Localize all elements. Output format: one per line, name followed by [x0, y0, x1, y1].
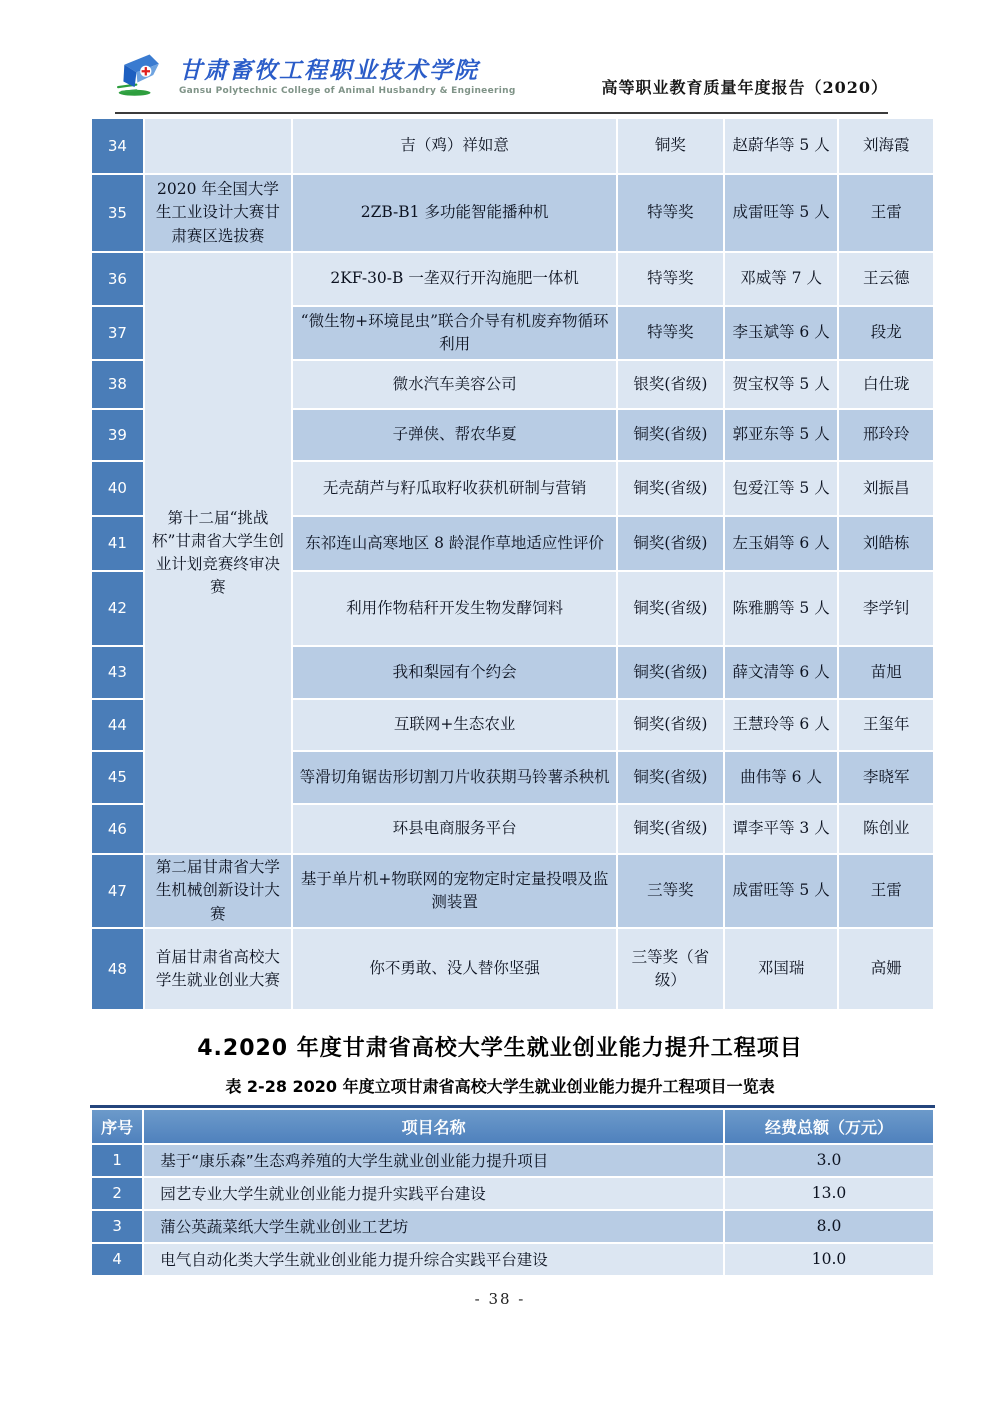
page-header: [0, 0, 1000, 114]
teacher-cell: 刘皓栋: [839, 517, 933, 570]
serial-cell: 40: [92, 462, 143, 515]
project-cell: 东祁连山高寒地区 8 龄混作草地适应性评价: [293, 517, 616, 570]
header-rule: [115, 112, 888, 114]
serial-cell: 39: [92, 410, 143, 460]
budget-cell: 13.0: [725, 1178, 933, 1209]
college-name-en: Gansu Polytechnic College of Animal Husbandry & Engineering: [179, 86, 516, 97]
students-cell: 邓国瑞: [725, 929, 838, 1009]
teacher-cell: 白仕珑: [839, 361, 933, 408]
teacher-cell: 邢玲玲: [839, 410, 933, 460]
project-cell: “微生物+环境昆虫”联合介导有机废弃物循环利用: [293, 307, 616, 359]
serial-cell: 38: [92, 361, 143, 408]
competition-cell: 2020 年全国大学生工业设计大赛甘肃赛区选拔赛: [145, 175, 291, 251]
project-cell: 互联网+生态农业: [293, 700, 616, 750]
budget-cell: 3.0: [725, 1145, 933, 1176]
table-caption: 表 2-28 2020 年度立项甘肃省高校大学生就业创业能力提升工程项目一览表: [225, 1076, 775, 1096]
competition-cell: 首届甘肃省高校大学生就业创业大赛: [145, 929, 291, 1009]
report-title: 高等职业教育质量年度报告（2020）: [601, 78, 888, 97]
award-cell: 特等奖: [618, 175, 723, 251]
serial-cell: 1: [92, 1145, 142, 1176]
project-cell: 无壳葫芦与籽瓜取籽收获机研制与营销: [293, 462, 616, 515]
serial-cell: 43: [92, 647, 143, 698]
award-cell: 银奖(省级): [618, 361, 723, 408]
teacher-cell: 王雷: [839, 175, 933, 251]
header-project-name: 项目名称: [144, 1110, 723, 1143]
serial-cell: 3: [92, 1211, 142, 1242]
college-name-cn: 甘肃畜牧工程职业技术学院: [179, 56, 479, 84]
students-cell: 曲伟等 6 人: [725, 752, 838, 803]
award-cell: 特等奖: [618, 253, 723, 305]
page-number: - 38 -: [474, 1290, 526, 1308]
competition-cell: 第十二届“挑战杯”甘肃省大学生创业计划竞赛终审决赛: [145, 253, 291, 853]
award-cell: 铜奖(省级): [618, 700, 723, 750]
project-cell: 吉（鸡）祥如意: [293, 119, 616, 173]
serial-cell: 4: [92, 1244, 142, 1275]
award-cell: 铜奖(省级): [618, 462, 723, 515]
award-cell: 铜奖: [618, 119, 723, 173]
students-cell: 包爱江等 5 人: [725, 462, 838, 515]
students-cell: 李玉斌等 6 人: [725, 307, 838, 359]
serial-cell: 44: [92, 700, 143, 750]
project-cell: 利用作物秸秆开发生物发酵饲料: [293, 572, 616, 645]
teacher-cell: 王雷: [839, 855, 933, 927]
table-row: [92, 119, 933, 173]
award-cell: 铜奖(省级): [618, 752, 723, 803]
teacher-cell: 刘海霞: [839, 119, 933, 173]
teacher-cell: 段龙: [839, 307, 933, 359]
project-name-cell: 电气自动化类大学生就业创业能力提升综合实践平台建设: [144, 1244, 723, 1275]
college-logo: [115, 50, 516, 104]
serial-cell: 35: [92, 175, 143, 251]
table-row: [92, 1178, 933, 1209]
serial-cell: 34: [92, 119, 143, 173]
college-emblem-icon: [115, 50, 171, 104]
competition-cell: [145, 119, 291, 173]
project-cell: 2ZB-B1 多功能智能播种机: [293, 175, 616, 251]
award-cell: 铜奖(省级): [618, 410, 723, 460]
teacher-cell: 王玺年: [839, 700, 933, 750]
table-header-row: [92, 1110, 933, 1143]
project-cell: 2KF-30-B 一垄双行开沟施肥一体机: [293, 253, 616, 305]
students-cell: 贺宝权等 5 人: [725, 361, 838, 408]
students-cell: 邓威等 7 人: [725, 253, 838, 305]
award-cell: 三等奖（省级）: [618, 929, 723, 1009]
award-cell: 铜奖(省级): [618, 517, 723, 570]
project-name-cell: 蒲公英蔬菜纸大学生就业创业工艺坊: [144, 1211, 723, 1242]
project-name-cell: 园艺专业大学生就业创业能力提升实践平台建设: [144, 1178, 723, 1209]
award-cell: 铜奖(省级): [618, 805, 723, 853]
header-budget: 经费总额（万元）: [725, 1110, 933, 1143]
students-cell: 成雷旺等 5 人: [725, 175, 838, 251]
award-cell: 铜奖(省级): [618, 647, 723, 698]
award-cell: 铜奖(省级): [618, 572, 723, 645]
table-row: [92, 1211, 933, 1242]
project-name-cell: 基于“康乐森”生态鸡养殖的大学生就业创业能力提升项目: [144, 1145, 723, 1176]
table-row: [92, 253, 933, 305]
project-cell: 子弹侠、帮农华夏: [293, 410, 616, 460]
serial-cell: 45: [92, 752, 143, 803]
project-cell: 你不勇敢、没人替你坚强: [293, 929, 616, 1009]
header-serial: 序号: [92, 1110, 142, 1143]
students-cell: 薛文清等 6 人: [725, 647, 838, 698]
table-row: [92, 1145, 933, 1176]
students-cell: 郭亚东等 5 人: [725, 410, 838, 460]
award-cell: 三等奖: [618, 855, 723, 927]
table-row: [92, 1244, 933, 1275]
award-cell: 特等奖: [618, 307, 723, 359]
serial-cell: 2: [92, 1178, 142, 1209]
projects-table: [90, 1108, 935, 1277]
table-row: [92, 175, 933, 251]
students-cell: 左玉娟等 6 人: [725, 517, 838, 570]
serial-cell: 47: [92, 855, 143, 927]
students-cell: 赵蔚华等 5 人: [725, 119, 838, 173]
students-cell: 王慧玲等 6 人: [725, 700, 838, 750]
awards-table: [90, 117, 935, 1011]
students-cell: 谭李平等 3 人: [725, 805, 838, 853]
projects-table-wrap: [90, 1105, 935, 1277]
teacher-cell: 李学钊: [839, 572, 933, 645]
budget-cell: 8.0: [725, 1211, 933, 1242]
table-row: [92, 929, 933, 1009]
teacher-cell: 李晓军: [839, 752, 933, 803]
serial-cell: 37: [92, 307, 143, 359]
students-cell: 成雷旺等 5 人: [725, 855, 838, 927]
project-cell: 微水汽车美容公司: [293, 361, 616, 408]
project-cell: 基于单片机+物联网的宠物定时定量投喂及监测装置: [293, 855, 616, 927]
table-row: [92, 855, 933, 927]
serial-cell: 48: [92, 929, 143, 1009]
teacher-cell: 刘振昌: [839, 462, 933, 515]
teacher-cell: 苗旭: [839, 647, 933, 698]
project-cell: 环县电商服务平台: [293, 805, 616, 853]
budget-cell: 10.0: [725, 1244, 933, 1275]
project-cell: 等滑切角锯齿形切割刀片收获期马铃薯杀秧机: [293, 752, 616, 803]
serial-cell: 42: [92, 572, 143, 645]
serial-cell: 36: [92, 253, 143, 305]
teacher-cell: 陈创业: [839, 805, 933, 853]
project-cell: 我和梨园有个约会: [293, 647, 616, 698]
teacher-cell: 高姗: [839, 929, 933, 1009]
section-heading: 4.2020 年度甘肃省高校大学生就业创业能力提升工程项目: [197, 1035, 803, 1061]
competition-cell: 第二届甘肃省大学生机械创新设计大赛: [145, 855, 291, 927]
serial-cell: 46: [92, 805, 143, 853]
students-cell: 陈雅鹏等 5 人: [725, 572, 838, 645]
serial-cell: 41: [92, 517, 143, 570]
teacher-cell: 王云德: [839, 253, 933, 305]
